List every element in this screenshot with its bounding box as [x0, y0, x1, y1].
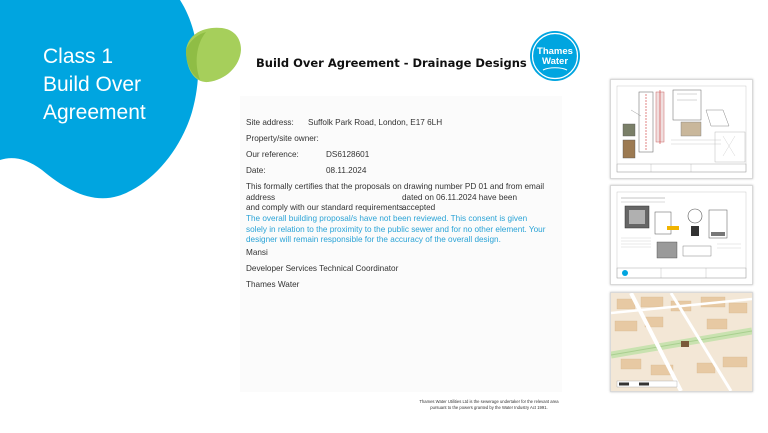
signer-title: Developer Services Technical Coordinator [246, 264, 399, 273]
scope-line-1: The overall building proposal/s have not been reviewed. This consent is given [246, 214, 528, 223]
drawing-thumbnail-plan[interactable] [610, 79, 753, 179]
footer-line-1: Thames Water Utilities Ltd is the sewerage undertaker for the relevant area [419, 399, 559, 404]
approval-line-3: and comply with our standard requirements. [246, 203, 406, 212]
date-label: Date: [246, 166, 266, 175]
approval-line-1: This formally certifies that the proposals on drawing number PD 01 and from email [246, 182, 545, 191]
site-address-value: Suffolk Park Road, London, E17 6LH [308, 118, 443, 127]
approval-paragraph [246, 182, 551, 214]
reference-label: Our reference: [246, 150, 299, 159]
signer-name: Mansi [246, 248, 268, 257]
section-title-line-1: Class 1 [43, 45, 114, 68]
footer-line-2: pursuant to the powers granted by the Water Industry Act 1991. [430, 405, 548, 410]
section-title [43, 43, 146, 127]
company-name: Thames Water [246, 280, 300, 289]
logo-text-line-1: Thames [537, 46, 573, 57]
property-owner-label: Property/site owner: [246, 134, 319, 143]
scope-line-2: solely in relation to the proximity to the public sewer and for no other element. Your [246, 224, 546, 234]
plan-drawing-image [611, 80, 752, 178]
section-title-line-2: Build Over [43, 73, 142, 96]
scope-paragraph [246, 214, 551, 246]
approval-line-2-start: address [246, 192, 276, 202]
scope-line-3: designer will remain responsible for the accuracy of the overall design. [246, 235, 501, 244]
site-address-label: Site address: [246, 118, 294, 127]
location-map-image [611, 293, 752, 391]
approval-line-2-end: dated on 06.11.2024 have been accepted [402, 192, 518, 212]
legal-footer [394, 399, 584, 411]
section-title-line-3: Agreement [43, 101, 146, 124]
details-drawing-image [611, 186, 752, 284]
reference-value: DS6128601 [326, 150, 370, 159]
logo-text-line-2: Water [541, 56, 569, 67]
drawing-thumbnail-map[interactable] [610, 292, 753, 392]
date-value: 08.11.2024 [326, 166, 367, 175]
drawing-thumbnail-details[interactable] [610, 185, 753, 285]
slide-heading: Build Over Agreement - Drainage Designs [256, 56, 527, 70]
thames-water-logo [529, 30, 581, 82]
